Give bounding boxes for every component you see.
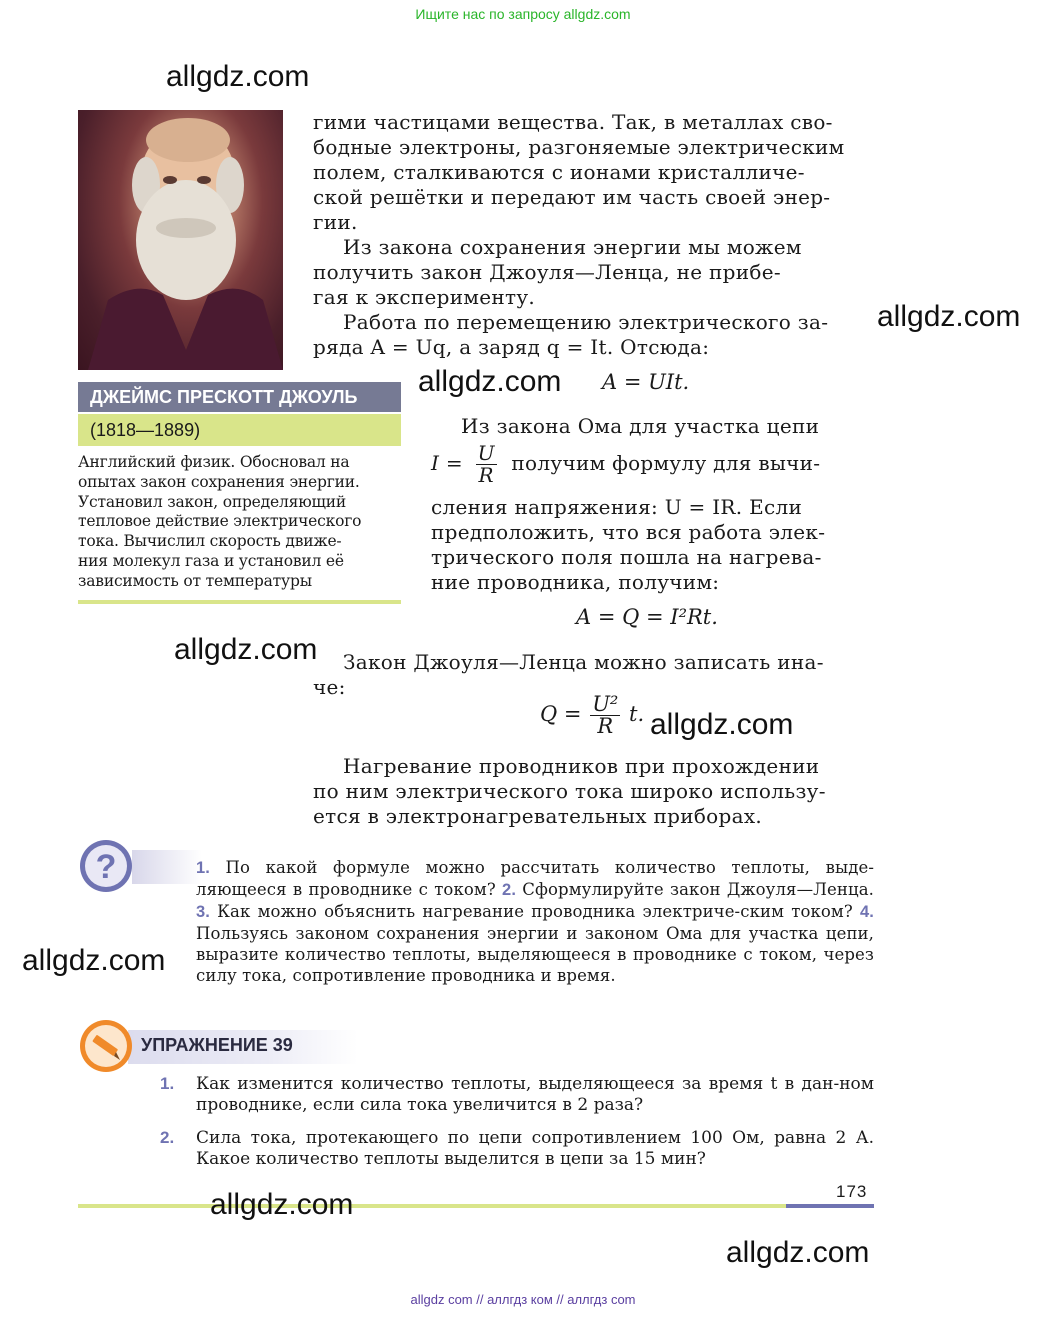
formula-q-left: Q = <box>540 702 582 726</box>
text-line: Нагревание проводников при прохождении <box>343 754 820 778</box>
formula-q-right: t. <box>629 702 645 726</box>
portrait-image <box>78 110 283 370</box>
paragraph-3 <box>313 310 874 360</box>
svg-text:?: ? <box>95 848 117 886</box>
text-line: гая к эксперименту. <box>313 285 536 309</box>
question-text: Пользуясь законом сохранения энергии и законом Ома для участка цепи, выразите количество теплоты, выделяющееся в проводнике с током, через силу тока, сопротивление проводника и время. <box>196 924 874 985</box>
fraction-numerator: U² <box>592 692 619 716</box>
watermark: allgdz.com <box>22 944 166 977</box>
question-mark-icon <box>78 838 134 894</box>
paragraph-2 <box>313 235 874 310</box>
exercise-item-2-number <box>160 1128 174 1148</box>
ohm-I: I = <box>431 451 463 475</box>
exercise-number: 2. <box>160 1128 175 1147</box>
question-number: 2. <box>502 881 517 899</box>
fraction-denominator: R <box>597 714 614 738</box>
watermark: allgdz.com <box>166 60 310 93</box>
pencil-icon <box>78 1018 134 1074</box>
text-line: ние проводника, получим: <box>431 570 720 594</box>
watermark: allgdz.com <box>418 365 562 398</box>
exercise-number: 1. <box>160 1074 175 1093</box>
watermark: allgdz.com <box>877 300 1021 333</box>
text-line: ряда A = Uq, а заряд q = It. Отсюда: <box>313 335 710 359</box>
bio-line: опытах закон сохранения энергии. <box>78 472 360 491</box>
watermark: allgdz.com <box>650 708 794 741</box>
formula-joule: A = Q = I²Rt. <box>576 605 718 629</box>
paragraph-4 <box>431 414 874 439</box>
scientist-name: ДЖЕЙМС ПРЕСКОТТ ДЖОУЛЬ <box>78 382 401 412</box>
fraction-denominator: R <box>478 463 494 487</box>
watermark: allgdz.com <box>210 1188 354 1221</box>
formula-work: A = UIt. <box>602 370 690 394</box>
top-banner: Ищите нас по запросу allgdz.com <box>415 6 631 22</box>
question-number: 1. <box>196 859 210 877</box>
scientist-years: (1818—1889) <box>78 414 401 446</box>
text-line: Из закона Ома для участка цепи <box>461 414 820 438</box>
page-number: 173 <box>836 1182 868 1201</box>
paragraph-1 <box>313 110 874 235</box>
bio-line: Установил закон, определяющий <box>78 492 346 511</box>
exercise-item-1: Как изменится количество теплоты, выделяющееся за время t в дан-ном проводнике, если сила тока увеличится в 2 раза? <box>196 1074 874 1115</box>
text-line: Закон Джоуля—Ленца можно записать ина- <box>343 650 824 674</box>
text-line: полем, сталкиваются с ионами кристалличе- <box>313 160 805 184</box>
scientist-bio <box>78 453 403 592</box>
text-line: получим формулу для вычи- <box>511 451 821 475</box>
formula-q <box>540 694 644 737</box>
questions-list <box>196 857 874 986</box>
bio-line: тепловое действие электрического <box>78 512 362 531</box>
exercise-item-1-number <box>160 1074 174 1094</box>
bio-line: Английский физик. Обосновал на <box>78 453 350 471</box>
questions-band <box>132 850 202 884</box>
paragraph-6 <box>313 754 874 829</box>
bottom-banner: allgdz com // аллгдз ком // аллгдз com <box>410 1292 636 1307</box>
fraction-numerator: U <box>477 441 495 465</box>
text-line: бодные электроны, разгоняемые электрическим <box>313 135 845 159</box>
text-line: гими частицами вещества. Так, в металлах сво- <box>313 110 833 134</box>
ohm-law-line <box>431 443 874 486</box>
text-line: предположить, что вся работа элек- <box>431 520 826 544</box>
text-line: трического поля пошла на нагрева- <box>431 545 822 569</box>
watermark: allgdz.com <box>174 633 318 666</box>
fraction-u2-r <box>590 694 620 737</box>
footer-line <box>78 1204 788 1208</box>
bio-divider <box>78 600 401 604</box>
question-text: Сформулируйте закон Джоуля—Ленца. <box>522 880 874 899</box>
paragraph-4-cont <box>431 495 874 595</box>
watermark: allgdz.com <box>726 1236 870 1269</box>
text-line: получить закон Джоуля—Ленца, не прибе- <box>313 260 781 284</box>
question-number: 3. <box>196 903 210 921</box>
bio-line: зависимость от температуры <box>78 571 312 590</box>
question-text: Как можно объяснить нагревание проводника электриче-ским током? <box>217 902 853 921</box>
text-line: ется в электронагревательных приборах. <box>313 804 763 828</box>
fraction-u-r <box>476 443 497 486</box>
text-line: ской решётки и передают им часть своей энер- <box>313 185 831 209</box>
question-number: 4. <box>860 903 874 921</box>
text-line: сления напряжения: U = IR. Если <box>431 495 803 519</box>
text-line: Работа по перемещению электрического за- <box>343 310 829 334</box>
exercise-title: УПРАЖНЕНИЕ 39 <box>141 1035 293 1055</box>
text-line: гии. <box>313 210 358 234</box>
question-text: По какой формуле можно рассчитать количество теплоты, выде-ляющееся в проводнике с током? <box>196 858 874 899</box>
exercise-item-2: Сила тока, протекающего по цепи сопротивлением 100 Ом, равна 2 А. Какое количество теплоты выделится в цепи за 15 мин? <box>196 1128 874 1169</box>
bio-line: ния молекул газа и установил её <box>78 551 344 570</box>
text-line: Из закона сохранения энергии мы можем <box>343 235 802 259</box>
text-line: че: <box>313 675 346 699</box>
bio-line: тока. Вычислил скорость движе- <box>78 532 342 551</box>
text-line: по ним электрического тока широко использу- <box>313 779 826 803</box>
footer-line-accent <box>786 1204 874 1208</box>
